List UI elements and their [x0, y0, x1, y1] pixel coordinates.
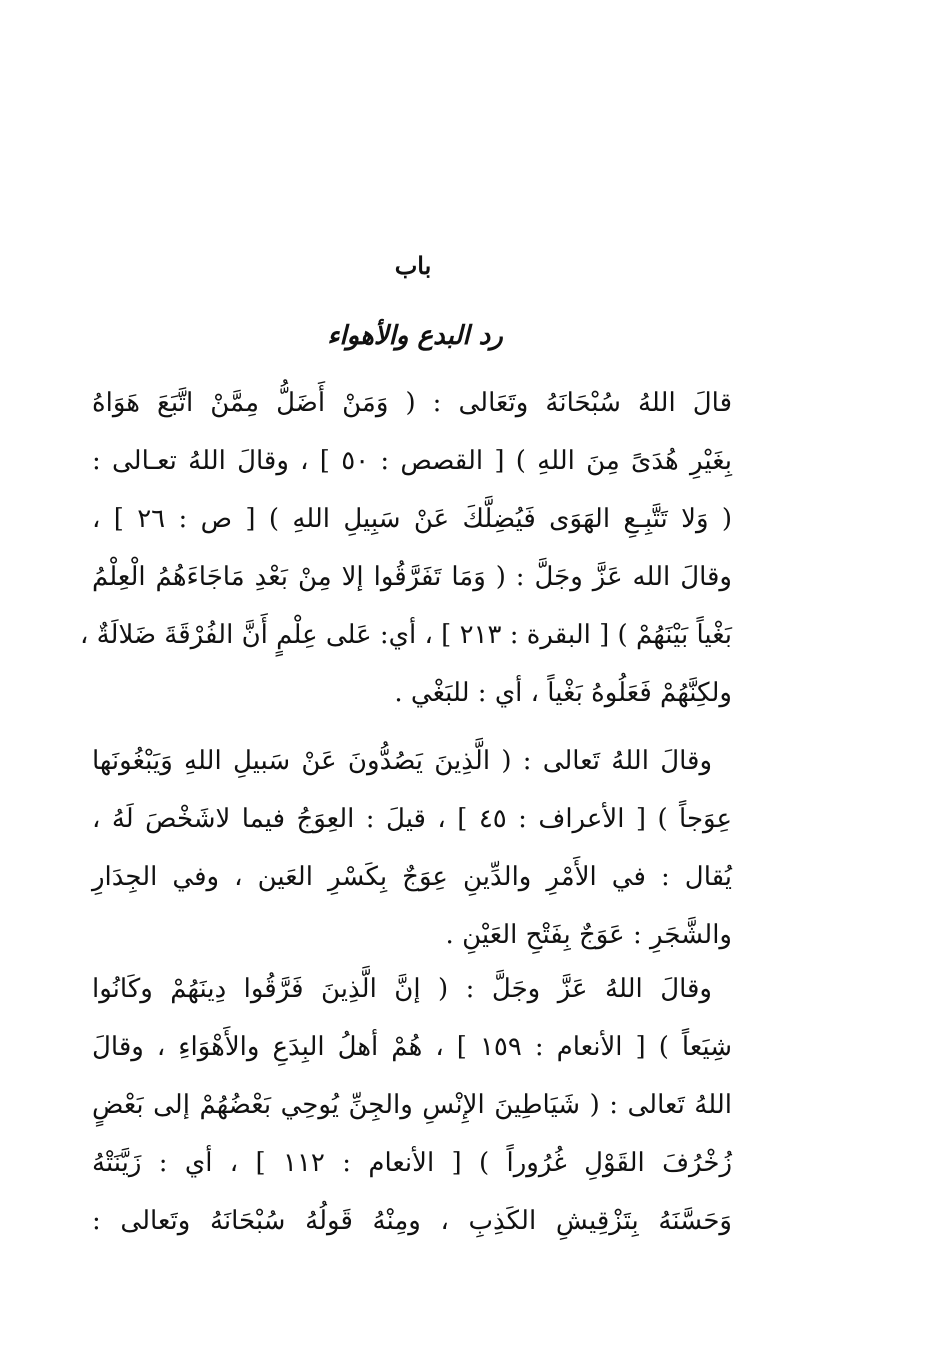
text-line: زُخْرُفَ القَوْلِ غُرُوراً ) [ الأنعام : ١١٢ ] ، أي : زَيَّنَتْهُ [92, 1148, 732, 1178]
text-line: اللهُ تَعالى : ( شَيَاطِينَ الإِنْسِ والجِنِّ يُوحِي بَعْضُهُمْ إلى بَعْضٍ [92, 1090, 732, 1120]
text-line: وقالَ الله عَزَّ وجَلَّ : ( وَمَا تَفَرَّقُوا إلا مِنْ بَعْدِ مَاجَاءَهُمُ الْعِلْمُ [92, 562, 732, 592]
text-line: قالَ اللهُ سُبْحَانَهُ وتَعَالى : ( وَمَنْ أَضَلُّ مِمَّنْ اتَّبَعَ هَوَاهُ [92, 388, 732, 418]
text-line: يُقال : في الأَمْرِ والدِّينِ عِوَجٌ بِكَسْرِ العَين ، وفي الجِدَارِ [92, 862, 732, 892]
text-line: ( وَلا تَتَّبِـعِ الهَوَى فَيُضِلَّكَ عَنْ سَبِيلِ اللهِ ) [ ص : ٢٦ ] ، [92, 504, 732, 534]
paragraph-3 [92, 960, 732, 1250]
text-line: وقالَ اللهُ عَزَّ وجَلَّ : ( إنَّ الَّذِينَ فَرَّقُوا دِينَهُمْ وكَانُوا [92, 974, 712, 1004]
text-line: والشَّجَرِ : عَوَجٌ بِفَتْحِ العَيْنِ . [445, 920, 732, 950]
text-line: وَحَسَّنَهُ بِتَزْقِيشِ الكَذِبِ ، ومِنْهُ قَولُهُ سُبْحَانَهُ وتَعالى : [92, 1206, 732, 1236]
text-line: بِغَيْرِ هُدَىً مِنَ اللهِ ) [ القصص : ٥٠ ] ، وقالَ اللهُ تعـالى : [92, 446, 732, 476]
chapter-label: باب [394, 251, 432, 280]
text-line: بَغْياً بَيْنَهُمْ ) [ البقرة : ٢١٣ ] ، أي: عَلى عِلْمٍ أَنَّ الفُرْقَةَ ضَلالَةٌ ، [79, 620, 732, 650]
paragraph-1 [79, 374, 732, 722]
text-line: شِيَعاً ) [ الأنعام : ١٥٩ ] ، هُمْ أهلُ البِدَعِ والأَهْوَاءِ ، وقالَ [92, 1032, 732, 1062]
chapter-title: رد البدع والأهواء [327, 321, 503, 351]
text-line: عِوَجاً ) [ الأعراف : ٤٥ ] ، قيلَ : العِوَجُ فيما لاشَخْصَ لَهُ ، [92, 804, 732, 834]
text-line: وقالَ اللهُ تَعالى : ( الَّذِينَ يَصُدُّونَ عَنْ سَبيلِ اللهِ وَيَبْغُونَها [92, 746, 712, 776]
paragraph-2 [92, 732, 732, 964]
text-line: ولكِنَّهُمْ فَعَلُوهُ بَغْياً ، أي : للبَغْي . [394, 678, 732, 708]
